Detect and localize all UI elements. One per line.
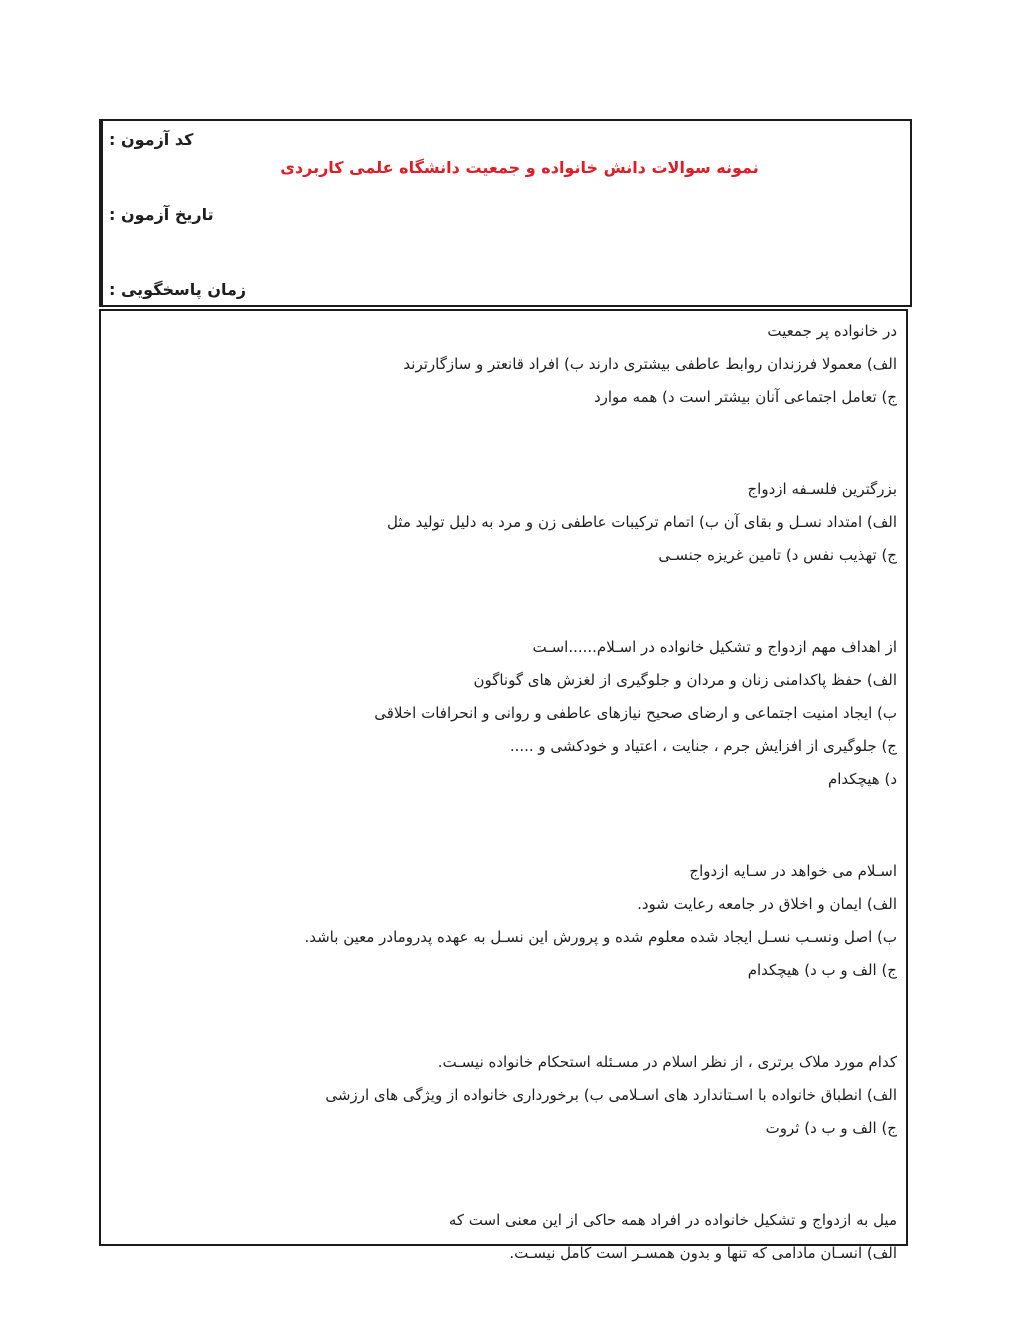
question-option-line: ج) الف و ب د) هیچکدام	[747, 961, 897, 979]
question-option-line: ج) تهذیب نفس د) تامین غریزه جنسـی	[658, 546, 897, 564]
exam-title-cell	[277, 121, 910, 305]
answer-time-label: زمان پاسخگویی :	[109, 280, 247, 299]
question-block-5	[110, 1046, 897, 1145]
question-option-line: ج) جلوگیری از افزایش جرم ، جنایت ، اعتیاد و خودکشی و .....	[509, 737, 897, 755]
question-stem: میل به ازدواج و تشکیل خانواده در افراد همه حاکی از این معنی است که	[448, 1211, 897, 1229]
question-option-line: ب) ایجاد امنیت اجتماعی و ارضای صحیح نیازهای عاطفی و روانی و انحرافات اخلاقی	[374, 704, 897, 722]
question-block-1	[110, 315, 897, 414]
question-block-4	[110, 855, 897, 987]
question-stem: کدام مورد ملاک برتری ، از نظر اسلام در مسـئله استحکام خانواده نیسـت.	[437, 1053, 897, 1071]
questions-area	[99, 309, 908, 1262]
exam-header-table	[99, 119, 912, 307]
question-option-line: الف) انسـان مادامی که تنها و بدون همسـر است کامل نیسـت.	[509, 1244, 897, 1262]
question-block-3	[110, 631, 897, 796]
question-block-2	[110, 473, 897, 572]
document-title: نمونه سوالات دانش خانواده و جمعیت دانشگاه علمی کاربردی	[280, 158, 759, 177]
question-option-line: ج) الف و ب د) ثروت	[765, 1119, 897, 1137]
exam-meta-cell	[101, 121, 277, 305]
question-option-line: الف) امتداد نسـل و بقای آن ب) اتمام ترکیبات عاطفی زن و مرد به دلیل تولید مثل	[386, 513, 897, 531]
question-option-line: الف) حفظ پاکدامنی زنان و مردان و جلوگیری از لغزش های گوناگون	[473, 671, 897, 689]
question-option-line: ج) تعامل اجتماعی آنان بیشتر است د) همه موارد	[593, 388, 897, 406]
question-block-6	[110, 1204, 897, 1270]
question-stem: از اهداف مهم ازدواج و تشکیل خانواده در اسـلام......اسـت	[532, 638, 897, 656]
question-option-line: ب) اصل ونسـب نسـل ایجاد شده معلوم شده و پرورش این نسـل به عهده پدرومادر معین باشد.	[304, 928, 897, 946]
question-stem: اسـلام می خواهد در سـایه ازدواج	[689, 862, 897, 880]
question-option-line: الف) معمولا فرزندان روابط عاطفی بیشتری دارند ب) افراد قانعتر و سازگارترند	[403, 355, 897, 373]
question-stem: در خانواده پر جمعیت	[767, 322, 897, 340]
question-option-line: الف) انطباق خانواده با اسـتاندارد های اسـلامی ب) برخورداری خانواده از ویژگی های ارزشی	[325, 1086, 897, 1104]
exam-code-label: کد آزمون :	[109, 130, 194, 149]
exam-date-label: تاریخ آزمون :	[109, 205, 214, 224]
question-option-line: الف) ایمان و اخلاق در جامعه رعایت شود.	[637, 895, 897, 913]
question-option-line: د) هیچکدام	[827, 770, 897, 788]
question-stem: بزرگترین فلسـفه ازدواج	[747, 480, 897, 498]
